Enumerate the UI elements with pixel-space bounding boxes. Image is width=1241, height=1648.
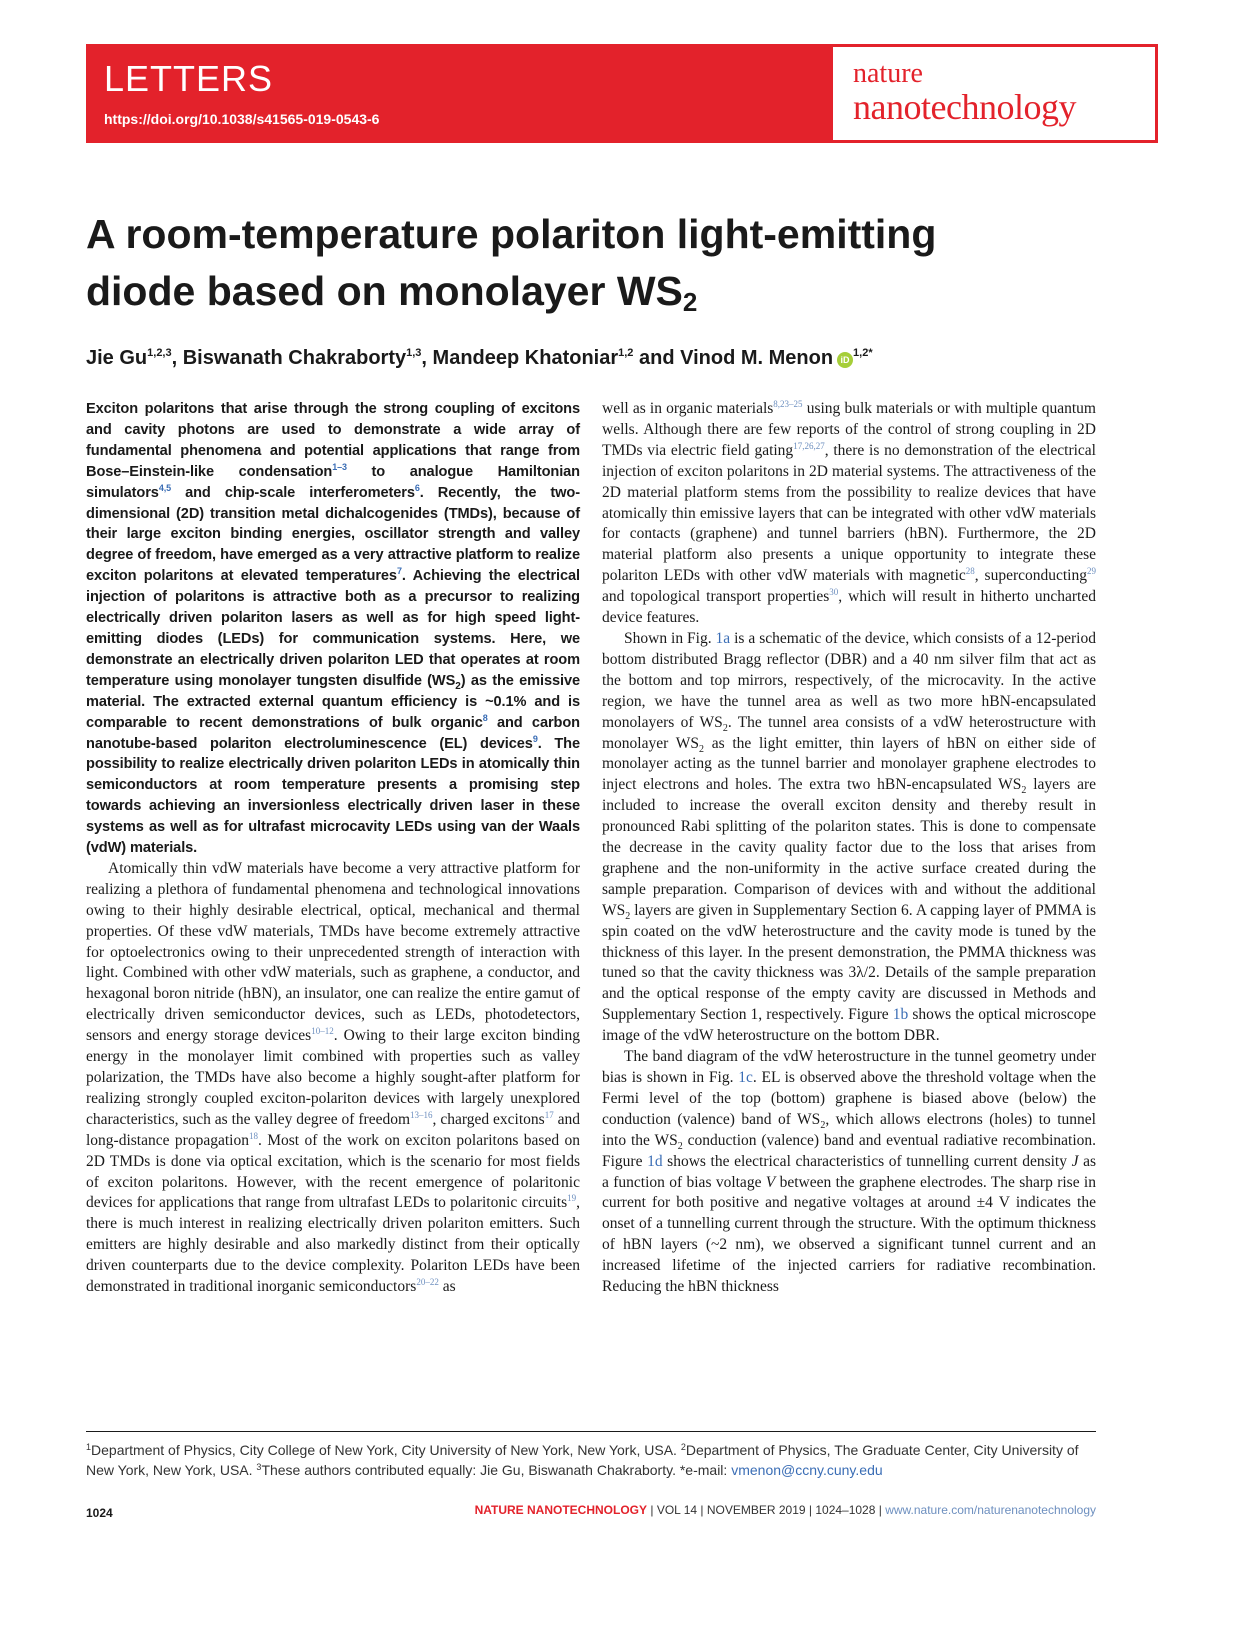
author-name[interactable]: Jie Gu — [86, 347, 148, 369]
journal-logo — [833, 47, 1155, 140]
header-banner — [86, 44, 1158, 143]
citation[interactable]: 13–16 — [410, 1109, 433, 1120]
body-paragraph: The band diagram of the vdW heterostructure in the tunnel geometry under bias is shown in Fig. 1c. EL is observed above the threshold voltage when the Fermi level of the top (bottom) graphene is biased above (below) the conduction (valence) band of $WS_2$, which allows electrons (holes) to tunnel into the $WS_2$ conduction (valence) band and eventual radiative recombination. Figure 1d shows the electrical characteristics of tunnelling current density J as a function of bias voltage V between the graphene electrodes. The sharp rise in current for both positive and negative voltages at around ±4 V indicates the onset of a tunnelling current through the structure. With the optimum thickness of hBN layers (~2 nm), we observed a significant tunnel current and an increased lifetime of the injected carriers for radiative recombination. Reducing the hBN thickness — [602, 1048, 1096, 1296]
citation[interactable]: 20–22 — [416, 1277, 439, 1288]
title-line-1: A room-temperature polariton light-emitting — [86, 211, 937, 257]
footnote-divider — [86, 1431, 1096, 1432]
author-affiliation: 1,2,3 — [147, 347, 172, 359]
title-subscript: 2 — [682, 287, 698, 317]
author-list: Jie Gu$^{1,2,3}$, Biswanath Chakraborty$^{1,3}$, Mandeep Khatoniar$^{1,2}$ and Vinod M. Menon $iD^{1,2*}$ — [86, 347, 873, 369]
logo-line-nanotechnology: nanotechnology — [853, 87, 1076, 127]
citation[interactable]: 7 — [396, 566, 402, 577]
body-paragraph: Shown in Fig. 1a is a schematic of the device, which consists of a 12-period bottom distributed Bragg reflector (DBR) and a 40 nm silver film that act as the bottom and top mirrors, respectively, of the microcavity. In the active region, we have the tunnel area as well as two more hBN-encapsulated monolayers of $WS_2$. The tunnel area consists of a vdW heterostructure with monolayer $WS_2$ as the light emitter, thin layers of hBN on either side of monolayer acting as the tunnel barrier and monolayer graphene electrodes to inject electrons and holes. The extra two hBN-encapsulated $WS_2$ layers are included to increase the overall exciton density and thereby result in pronounced Rabi splitting of the polariton states. This is done to compensate the decrease in the cavity quality factor due to the loss that arises from graphene and the non-uniformity in the active surface created during the sample preparation. Comparison of devices with and without the additional $WS_2$ layers are given in Supplementary Section 6. A capping layer of PMMA is spin coated on the vdW heterostructure and the cavity mode is tuned by the thickness of this layer. In the present demonstration, the PMMA thickness was tuned so that the cavity thickness was 3λ/2. Details of the sample preparation and the optical response of the empty cavity are discussed in Methods and Supplementary Section 1, respectively. Figure 1b shows the optical microscope image of the vdW heterostructure on the bottom DBR. — [602, 629, 1096, 1045]
author-affiliation: 1,2* — [853, 347, 873, 359]
citation[interactable]: 8 — [482, 712, 488, 723]
page-number: 1024 — [86, 1506, 113, 1520]
abstract: Exciton polaritons that arise through the strong coupling of excitons and cavity photons are used to demonstrate a wide array of fundamental phenomena and potential applications that range from Bose–Einstein-like condensation$^{1-3}$ to analogue Hamiltonian simulators$^{4,5}$ and chip-scale interferometers$^6$. Recently, the two-dimensional (2D) transition metal dichalcogenides (TMDs), because of their large exciton binding energies, oscillator strength and valley degree of freedom, have emerged as a very attractive platform to realize exciton polaritons at elevated temperatures$^7$. Achieving the electrical injection of polaritons is attractive both as a precursor to realizing electrically driven polariton lasers as well as for high speed light-emitting diodes (LEDs) for communication systems. Here, we demonstrate an electrically driven polariton LED that operates at room temperature using monolayer tungsten disulfide $(WS_2)$ as the emissive material. The extracted external quantum efficiency is ~0.1% and is comparable to recent demonstrations of bulk organic$^8$ and carbon nanotube-based polariton electroluminescence (EL) devices$^9$. The possibility to realize electrically driven polariton LEDs in atomically thin semiconductors at room temperature presents a promising step towards achieving an inversionless electrically driven laser in these systems as well as for ultrafast microcavity LEDs using van der Waals (vdW) materials. — [86, 401, 581, 857]
citation[interactable]: 17 — [544, 1109, 554, 1120]
email-link[interactable]: vmenon@ccny.cuny.edu — [731, 1462, 883, 1478]
figure-link[interactable]: 1c — [738, 1069, 753, 1086]
journal-url-link[interactable]: www.nature.com/naturenanotechnology — [885, 1503, 1096, 1517]
figure-link[interactable]: 1a — [715, 629, 731, 647]
section-label: LETTERS — [104, 58, 274, 99]
citation[interactable]: 1–3 — [332, 461, 347, 472]
author-affiliation: 1,2 — [618, 347, 634, 359]
author-name[interactable]: Mandeep Khatoniar — [432, 347, 619, 369]
citation[interactable]: 28 — [965, 566, 975, 577]
citation[interactable]: 9 — [532, 733, 538, 744]
journal-citation-line — [475, 1503, 1096, 1517]
author-affiliation: 1,3 — [406, 347, 422, 359]
figure-link[interactable]: 1d — [647, 1152, 663, 1170]
citation[interactable]: 4,5 — [158, 482, 172, 493]
orcid-icon[interactable]: iD — [837, 352, 853, 368]
citation[interactable]: 18 — [248, 1130, 258, 1141]
title-line-2: diode based on monolayer WS — [86, 268, 683, 314]
citation[interactable]: 19 — [567, 1193, 577, 1204]
citation[interactable]: 30 — [829, 587, 839, 598]
figure-link[interactable]: 1b — [892, 1006, 909, 1024]
journal-name: NATURE NANOTECHNOLOGY — [474, 1503, 648, 1517]
article-title — [86, 206, 1146, 331]
author-name[interactable]: Biswanath Chakraborty — [182, 347, 407, 369]
citation[interactable]: 17,26,27 — [793, 440, 825, 451]
doi-link[interactable]: https://doi.org/10.1038/s41565-019-0543-6 — [104, 111, 380, 127]
issue-info: | VOL 14 | NOVEMBER 2019 | 1024–1028 | — [647, 1503, 886, 1517]
citation[interactable]: 10–12 — [311, 1026, 334, 1037]
body-paragraph: Atomically thin vdW materials have become a very attractive platform for realizing a plethora of fundamental phenomena and technological innovations owing to their highly desirable electrical, optical, mechanical and thermal properties. Of these vdW materials, TMDs have become extremely attractive for optoelectronics owing to their unprecedented strength of interaction with light. Combined with other vdW materials, such as graphene, a conductor, and hexagonal boron nitride (hBN), an insulator, one can realize the entire gamut of electrically driven semiconductor devices, such as LEDs, photodetectors, sensors and energy storage devices$^{10-12}$. Owing to their large exciton binding energy in the monolayer limit combined with properties such as valley polarization, the TMDs have also become a highly sought-after platform for realizing strongly coupled exciton-polariton devices with largely unexplored characteristics, such as the valley degree of freedom$^{13-16}$, charged excitons$^{17}$ and long-distance propagation$^{18}$. Most of the work on exciton polaritons based on 2D TMDs is done via optical excitation, which is the scenario for most fields of exciton polaritons. However, with the recent emergence of polaritonic devices for applications that range from ultrafast LEDs to polaritonic circuits$^{19}$, there is much interest in realizing electrically driven polariton emitters. Such emitters are highly desirable and also markedly distinct from their optically driven counterparts due to the device complexity. Polariton LEDs have been demonstrated in traditional inorganic semiconductors$^{20-22}$ as — [86, 859, 580, 1296]
left-column — [86, 399, 580, 1298]
author-name[interactable]: Vinod M. Menon — [680, 347, 834, 369]
citation[interactable]: 29 — [1087, 566, 1096, 577]
body-paragraph: well as in organic materials$^{8,23-25}$ using bulk materials or with multiple quantum wells. Although there are few reports of the control of strong coupling in 2D TMDs via electric field gating$^{17,26,27}$, there is no demonstration of the electrical injection of exciton polaritons in 2D material systems. The attractiveness of the 2D material platform stems from the possibility to realize devices that have atomically thin emissive layers that can be integrated with other vdW materials for contacts (graphene) and tunnel barriers (hBN). Furthermore, the 2D material platform also presents a unique opportunity to integrate these polariton LEDs with other vdW materials with magnetic$^{28}$, superconducting$^{29}$ and topological transport properties$^{30}$, which will result in hitherto uncharted device features. — [602, 399, 1096, 627]
affiliations-footnote: $^1$Department of Physics, City College of New York, City University of New York, New York, USA. $^2$Department of Physics, The Graduate Center, City University of New York, New York, USA. $^3$These authors contributed equally: Jie Gu, Biswanath Chakraborty. *e-mail: vmenon@ccny.cuny.edu — [86, 1442, 1079, 1478]
right-column — [602, 399, 1096, 1298]
citation[interactable]: 6 — [414, 482, 420, 493]
logo-line-nature: nature — [853, 58, 923, 89]
citation[interactable]: 8,23–25 — [773, 399, 803, 409]
